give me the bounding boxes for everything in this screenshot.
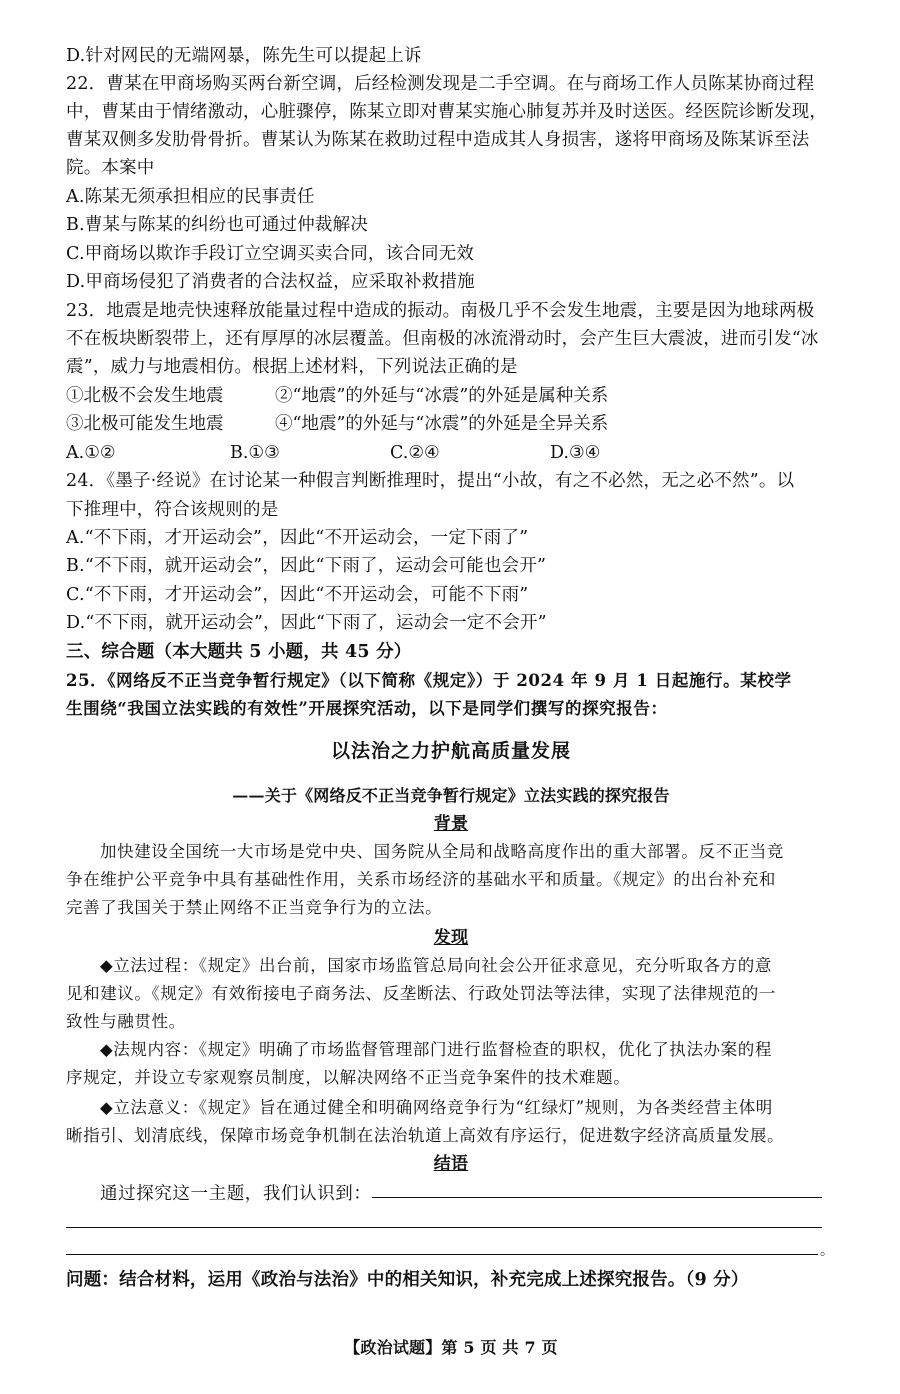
finding-2-line-1: ◆法规内容：《规定》明确了市场监督管理部门进行监督检查的职权，优化了执法办案的程 (100, 1040, 772, 1059)
q24-stem-line-2: 下推理中，符合该规则的是 (66, 500, 279, 520)
q22-option-c: C.甲商场以欺诈手段订立空调买卖合同，该合同无效 (66, 244, 475, 264)
finding-1-line-1: ◆立法过程：《规定》出台前，国家市场监管总局向社会公开征求意见，充分听取各方的意 (100, 956, 772, 975)
q23-stem-line-2: 不在板块断裂带上，还有厚厚的冰层覆盖。但南极的冰流滑动时，会产生巨大震波，进而引发“冰 (66, 329, 819, 349)
report-subtitle: ——关于《网络反不正当竞争暂行规定》立法实践的探究报告 (232, 786, 670, 805)
q24-option-a: A.“不下雨，才开运动会”，因此“不开运动会，一定下雨了” (66, 528, 529, 548)
answer-blank-line-1[interactable] (372, 1197, 822, 1198)
finding-3-line-2: 晰指引、划清底线，保障市场竞争机制在法治轨道上高效有序运行，促进数字经济高质量发展。 (66, 1126, 785, 1145)
q25-intro-line-1: 25．《网络反不正当竞争暂行规定》（以下简称《规定》）于 2024 年 9 月 1 日起施行。某校学 (66, 671, 792, 690)
q24-stem-line-1: 24．《墨子·经说》在讨论某一种假言判断推理时，提出“小故，有之不必然，无之必不然”。以 (66, 471, 795, 491)
q23-option-a: A.①② (66, 443, 116, 463)
finding-1-line-3: 致性与融贯性。 (66, 1012, 186, 1031)
q23-option-b: B.①③ (230, 443, 280, 463)
background-line-1: 加快建设全国统一大市场是党中央、国务院从全局和战略高度作出的重大部署。反不正当竞 (100, 842, 784, 861)
q22-option-d: D.甲商场侵犯了消费者的合法权益，应采取补救措施 (66, 272, 475, 292)
answer-blank-line-3[interactable] (66, 1254, 818, 1255)
q23-option-c: C.②④ (390, 443, 440, 463)
finding-2-line-2: 序规定，并设立专家观察员制度，以解决网络不正当竞争案件的技术难题。 (66, 1068, 631, 1087)
conclusion-heading: 结语 (433, 1154, 469, 1174)
q22-stem-line-3: 曹某双侧多发肋骨骨折。曹某认为陈某在救助过程中造成其人身损害，遂将甲商场及陈某诉至法 (66, 130, 810, 150)
q21-option-d: D.针对网民的无端网暴，陈先生可以提起上诉 (66, 46, 422, 66)
background-line-2: 争在维护公平竞争中具有基础性作用，关系市场经济的基础水平和质量。《规定》的出台补充和 (66, 870, 776, 889)
page-footer: 【政治试题】第 5 页 共 7 页 (344, 1338, 558, 1357)
q24-option-b: B.“不下雨，就开运动会”，因此“下雨了，运动会可能也会开” (66, 556, 547, 576)
q24-option-d: D.“不下雨，就开运动会”，因此“下雨了，运动会一定不会开” (66, 613, 547, 633)
q23-item-4: ④“地震”的外延与“冰震”的外延是全异关系 (275, 414, 609, 434)
q22-option-a: A.陈某无须承担相应的民事责任 (66, 187, 315, 207)
q22-stem-line-4: 院。本案中 (66, 158, 155, 178)
q22-stem-line-1: 22．曹某在甲商场购买两台新空调，后经检测发现是二手空调。在与商场工作人员陈某协商过程 (66, 74, 815, 94)
q25-intro-line-2: 生围绕“我国立法实践的有效性”开展探究活动，以下是同学们撰写的探究报告： (66, 699, 668, 718)
q22-option-b: B.曹某与陈某的纠纷也可通过仲裁解决 (66, 215, 369, 235)
background-heading: 背景 (433, 814, 469, 834)
answer-blank-line-2[interactable] (66, 1227, 822, 1228)
q25-question: 问题：结合材料，运用《政治与法治》中的相关知识，补充完成上述探究报告。（9 分） (66, 1270, 749, 1290)
q22-stem-line-2: 中，曹某由于情绪激动，心脏骤停，陈某立即对曹某实施心肺复苏并及时送医。经医院诊断发现， (66, 102, 828, 122)
finding-1-line-2: 见和建议。《规定》有效衔接电子商务法、反垄断法、行政处罚法等法律，实现了法律规范的一 (66, 984, 776, 1003)
q23-item-3: ③北极可能发生地震 (66, 414, 224, 434)
end-mark: 。 (820, 1243, 834, 1259)
conclusion-lead: 通过探究这一主题，我们认识到： (100, 1184, 372, 1204)
q24-option-c: C.“不下雨，才开运动会”，因此“不开运动会，可能不下雨” (66, 585, 529, 605)
q23-option-d: D.③④ (550, 443, 601, 463)
q23-item-2: ②“地震”的外延与“冰震”的外延是属种关系 (275, 386, 609, 406)
section-heading: 三、综合题（本大题共 5 小题，共 45 分） (66, 642, 412, 662)
q23-stem-line-1: 23．地震是地壳快速释放能量过程中造成的振动。南极几乎不会发生地震，主要是因为地球两极 (66, 301, 815, 321)
finding-3-line-1: ◆立法意义：《规定》旨在通过健全和明确网络竞争行为“红绿灯”规则，为各类经营主体明 (100, 1098, 773, 1117)
findings-heading: 发现 (433, 928, 469, 948)
background-line-3: 完善了我国关于禁止网络不正当竞争行为的立法。 (66, 898, 443, 917)
q23-item-1: ①北极不会发生地震 (66, 386, 224, 406)
q23-stem-line-3: 震”，威力与地震相仿。根据上述材料，下列说法正确的是 (66, 357, 518, 377)
report-title: 以法治之力护航高质量发展 (330, 740, 571, 762)
